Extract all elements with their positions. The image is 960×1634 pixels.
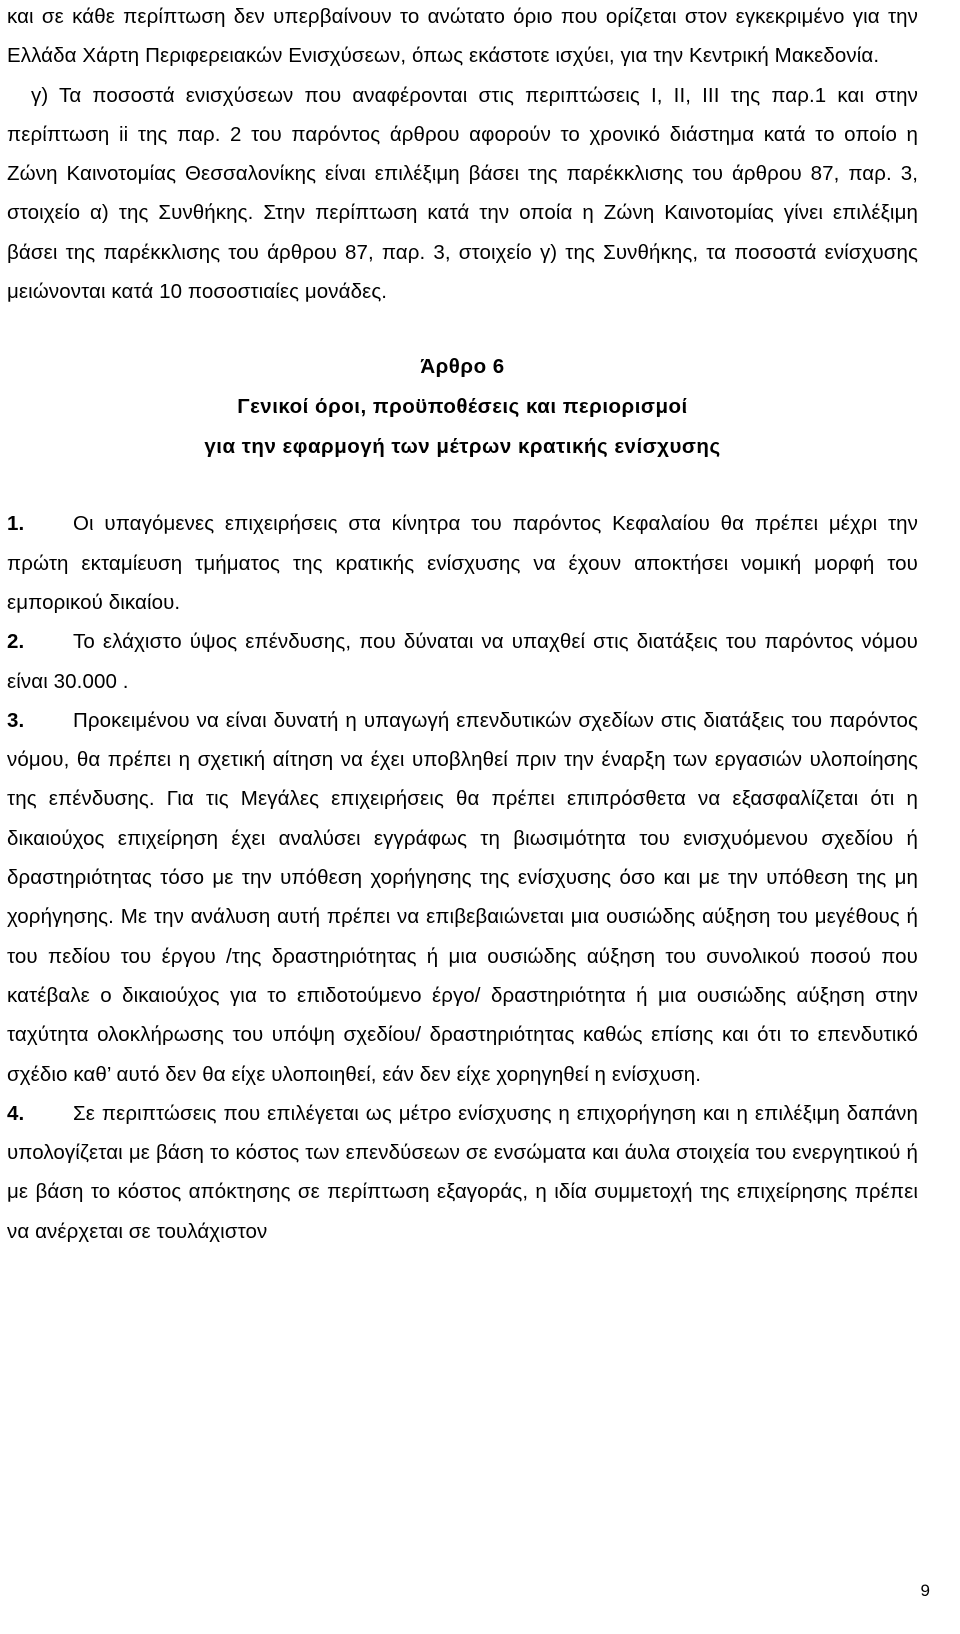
item-number: 3. bbox=[7, 708, 25, 732]
paragraph-c: γ) Τα ποσοστά ενισχύσεων που αναφέρονται στις περιπτώσεις I, II, III της παρ.1 και στην περίπτωση ii της παρ. 2 του παρόντος άρθρου αφορούν το χρονικό διάστημα κατά το οποίο η Ζώνη Καινοτομίας Θεσσαλονίκης είναι επιλέξιμη βάσει της παρέκκλισης του άρθρου 87, παρ. 3, στοιχείο α) της Συνθήκης. Στην περίπτωση κατά την οποία η Ζώνη Καινοτομίας γίνει επιλέξιμη βάσει της παρέκκλισης του άρθρου 87, παρ. 3, στοιχείο γ) της Συνθήκης, τα ποσοστά ενίσχυσης μειώνονται κατά 10 ποσοστιαίες μονάδες. bbox=[7, 83, 918, 304]
item-number: 4. bbox=[7, 1101, 25, 1125]
page-number: 9 bbox=[920, 1581, 930, 1600]
numbered-item-4 bbox=[7, 1094, 918, 1251]
article-title-line2: για την εφαρμογή των μέτρων κρατικής ενίσχυσης bbox=[204, 435, 721, 459]
article-number: Άρθρο 6 bbox=[420, 355, 505, 379]
numbered-item-3 bbox=[7, 701, 918, 1094]
item-number: 2. bbox=[7, 630, 25, 654]
paragraph-intro: και σε κάθε περίπτωση δεν υπερβαίνουν το ανώτατο όριο που ορίζεται στον εγκεκριμένο για την Ελλάδα Χάρτη Περιφερειακών Ενισχύσεων, όπως εκάστοτε ισχύει, για την Κεντρική Μακεδονία. bbox=[7, 5, 918, 68]
article-heading bbox=[7, 347, 918, 467]
numbered-item-1 bbox=[7, 504, 918, 622]
numbered-item-2 bbox=[7, 622, 918, 701]
item-number: 1. bbox=[7, 512, 25, 536]
item-text: Οι υπαγόμενες επιχειρήσεις στα κίνητρα του παρόντος Κεφαλαίου θα πρέπει μέχρι την πρώτη εκταμίευση τμήματος της κρατικής ενίσχυσης να έχουν αποκτήσει νομική μορφή του εμπορικού δικαίου. bbox=[7, 512, 918, 614]
item-text: Το ελάχιστο ύψος επένδυσης, που δύναται να υπαχθεί στις διατάξεις του παρόντος νόμου είναι 30.000 . bbox=[7, 630, 918, 693]
document-page bbox=[7, 0, 918, 1251]
article-title-line1: Γενικοί όροι, προϋποθέσεις και περιορισμοί bbox=[237, 395, 688, 419]
item-text: Σε περιπτώσεις που επιλέγεται ως μέτρο ενίσχυσης η επιχορήγηση και η επιλέξιμη δαπάνη υπολογίζεται με βάση το κόστος των επενδύσεων σε ενσώματα και άυλα στοιχεία του ενεργητικού ή με βάση το κόστος απόκτησης σε περίπτωση εξαγοράς, η ιδία συμμετοχή της επιχείρησης πρέπει να ανέρχεται σε τουλάχιστον bbox=[7, 1101, 918, 1243]
item-text: Προκειμένου να είναι δυνατή η υπαγωγή επενδυτικών σχεδίων στις διατάξεις του παρόντος νόμου, θα πρέπει η σχετική αίτηση να έχει υποβληθεί πριν την έναρξη των εργασιών υλοποίησης της επένδυσης. Για τις Μεγάλες επιχειρήσεις θα πρέπει επιπρόσθετα να εξασφαλίζεται ότι η δικαιούχος επιχείρηση έχει αναλύσει εγγράφως τη βιωσιμότητα του ενισχυόμενου σχεδίου ή δραστηριότητας τόσο με την υπόθεση χορήγησης της ενίσχυσης όσο και με την υπόθεση της μη χορήγησης. Με την ανάλυση αυτή πρέπει να επιβεβαιώνεται μια ουσιώδης αύξηση του μεγέθους ή του πεδίου του έργου /της δραστηριότητας ή μια ουσιώδης αύξηση του συνολικού ποσού που κατέβαλε ο δικαιούχος για το επιδοτούμενο έργο/ δραστηριότητα ή μια ουσιώδης αύξηση στην ταχύτητα ολοκλήρωσης του υπόψη σχεδίου/ δραστηριότητας καθώς επίσης και ότι το επενδυτικό σχέδιο καθ’ αυτό δεν θα είχε υλοποιηθεί, εάν δεν είχε χορηγηθεί η ενίσχυση. bbox=[7, 708, 918, 1086]
